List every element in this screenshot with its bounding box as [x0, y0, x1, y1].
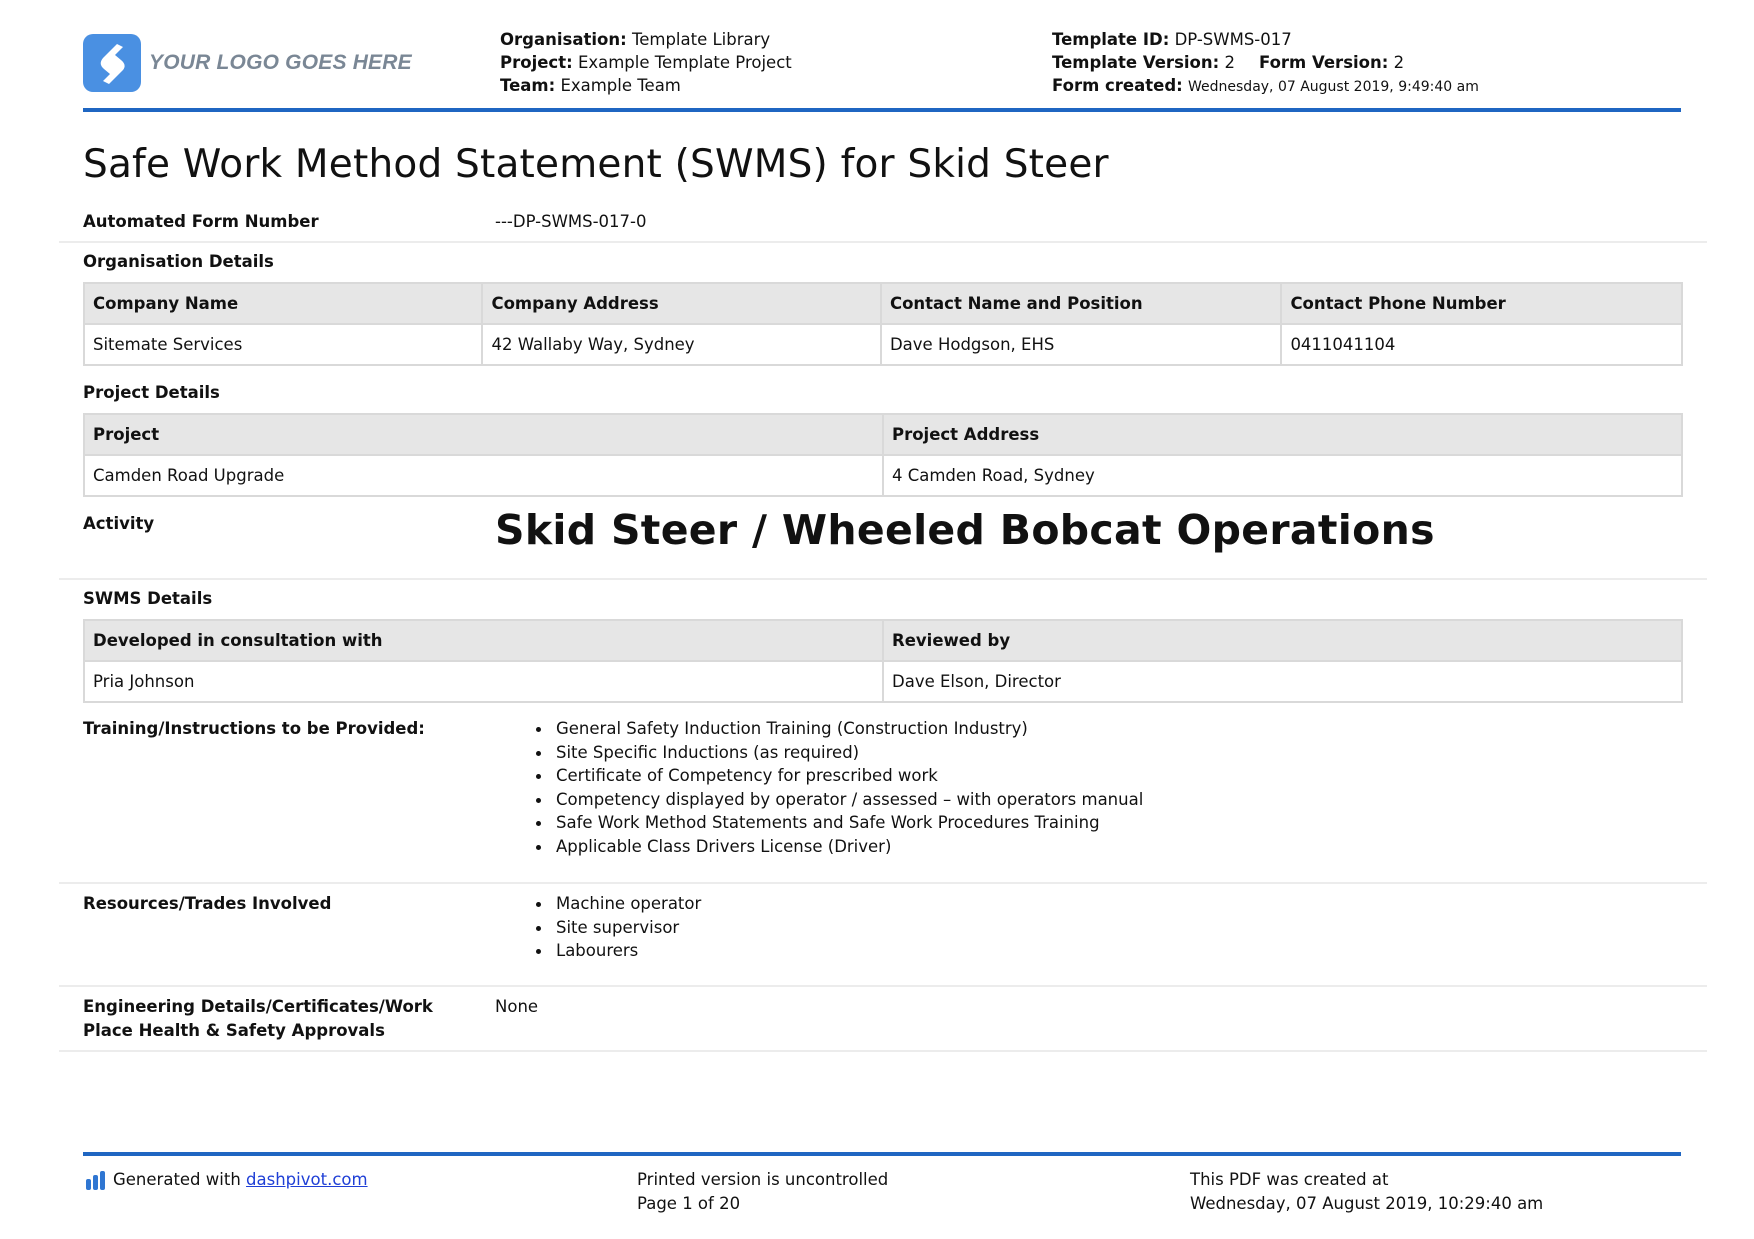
- form-created-line: [1052, 74, 1479, 99]
- divider: [59, 985, 1707, 987]
- column-header: Project: [84, 414, 883, 455]
- footer-pdf-created: [1190, 1168, 1543, 1216]
- company-logo: [83, 34, 412, 92]
- team-value: Example Team: [560, 76, 681, 95]
- form-version-label: Form Version:: [1258, 53, 1389, 72]
- table-row: [84, 324, 1682, 365]
- footer-print-info: [637, 1168, 888, 1216]
- company-address-cell: 42 Wallaby Way, Sydney: [482, 324, 880, 365]
- pdf-created-value: Wednesday, 07 August 2019, 10:29:40 am: [1190, 1194, 1544, 1213]
- logo-text: YOUR LOGO GOES HERE: [149, 51, 412, 74]
- table-header-row: [84, 620, 1682, 661]
- organisation-value: Template Library: [631, 30, 771, 49]
- list-item: Safe Work Method Statements and Safe Work Procedures Training: [556, 811, 1143, 835]
- table-header-row: [84, 283, 1682, 324]
- column-header: Contact Phone Number: [1281, 283, 1682, 324]
- divider: [59, 578, 1707, 580]
- version-line: [1052, 51, 1479, 74]
- form-version-value: 2: [1393, 53, 1405, 72]
- resources-label: Resources/Trades Involved: [83, 894, 332, 913]
- list-item: Machine operator: [556, 892, 701, 916]
- form-created-label: Form created:: [1052, 76, 1183, 95]
- training-label: Training/Instructions to be Provided:: [83, 719, 425, 738]
- table-header-row: [84, 414, 1682, 455]
- list-item: General Safety Induction Training (Construction Industry): [556, 717, 1143, 741]
- column-header: Developed in consultation with: [84, 620, 883, 661]
- list-item: Site Specific Inductions (as required): [556, 741, 1143, 765]
- header-template-meta: [1052, 28, 1479, 99]
- list-item: Competency displayed by operator / assessed – with operators manual: [556, 788, 1143, 812]
- list-item: Applicable Class Drivers License (Driver): [556, 835, 1143, 859]
- page-title: Safe Work Method Statement (SWMS) for Skid Steer: [83, 142, 1109, 187]
- resources-list: [556, 892, 701, 963]
- swms-details-table: [83, 619, 1683, 703]
- template-id-line: [1052, 28, 1479, 51]
- table-row: [84, 661, 1682, 702]
- swms-details-heading: SWMS Details: [83, 589, 213, 608]
- team-label: Team:: [500, 76, 556, 95]
- column-header: Company Address: [482, 283, 880, 324]
- organisation-line: [500, 28, 792, 51]
- header-org-meta: [500, 28, 792, 97]
- organisation-label: Organisation:: [500, 30, 627, 49]
- contact-phone-cell: 0411041104: [1281, 324, 1682, 365]
- generated-prefix: Generated with: [113, 1170, 241, 1189]
- form-created-value: Wednesday, 07 August 2019, 9:49:40 am: [1188, 79, 1479, 95]
- dashpivot-link[interactable]: dashpivot.com: [246, 1170, 368, 1189]
- consultation-cell: Pria Johnson: [84, 661, 883, 702]
- template-version-label: Template Version:: [1052, 53, 1220, 72]
- page-header: [83, 28, 1681, 112]
- reviewed-by-cell: Dave Elson, Director: [883, 661, 1682, 702]
- pdf-created-label: This PDF was created at: [1190, 1170, 1389, 1189]
- divider: [59, 882, 1707, 884]
- company-name-cell: Sitemate Services: [84, 324, 482, 365]
- activity-value: Skid Steer / Wheeled Bobcat Operations: [495, 506, 1435, 554]
- project-line: [500, 51, 792, 74]
- template-version-value: 2: [1224, 53, 1235, 72]
- organisation-details-heading: Organisation Details: [83, 252, 274, 271]
- project-details-table: [83, 413, 1683, 497]
- team-line: [500, 74, 792, 97]
- list-item: Labourers: [556, 939, 701, 963]
- project-details-heading: Project Details: [83, 383, 220, 402]
- divider: [59, 1050, 1707, 1052]
- project-address-cell: 4 Camden Road, Sydney: [883, 455, 1682, 496]
- form-number-label: Automated Form Number: [83, 212, 319, 231]
- printed-note: Printed version is uncontrolled: [637, 1170, 889, 1189]
- project-label: Project:: [500, 53, 573, 72]
- divider: [59, 241, 1707, 243]
- template-id-label: Template ID:: [1052, 30, 1170, 49]
- contact-name-cell: Dave Hodgson, EHS: [881, 324, 1281, 365]
- engineering-value: None: [495, 997, 539, 1016]
- footer-divider: [83, 1152, 1681, 1156]
- list-item: Site supervisor: [556, 916, 701, 940]
- footer-generated: [86, 1168, 368, 1192]
- table-row: [84, 455, 1682, 496]
- template-id-value: DP-SWMS-017: [1174, 30, 1292, 49]
- list-item: Certificate of Competency for prescribed work: [556, 764, 1143, 788]
- organisation-details-table: [83, 282, 1683, 366]
- activity-label: Activity: [83, 514, 155, 533]
- project-cell: Camden Road Upgrade: [84, 455, 883, 496]
- column-header: Company Name: [84, 283, 482, 324]
- dashpivot-bars-icon: [86, 1171, 105, 1190]
- project-value: Example Template Project: [577, 53, 792, 72]
- engineering-label: [83, 995, 433, 1043]
- engineering-label-line: Place Health & Safety Approvals: [83, 1021, 385, 1040]
- column-header: Contact Name and Position: [881, 283, 1281, 324]
- column-header: Reviewed by: [883, 620, 1682, 661]
- engineering-label-line: Engineering Details/Certificates/Work: [83, 997, 433, 1016]
- page-info: Page 1 of 20: [637, 1194, 741, 1213]
- column-header: Project Address: [883, 414, 1682, 455]
- training-list: [556, 717, 1143, 858]
- logo-mark-icon: [83, 34, 141, 92]
- form-number-value: ---DP-SWMS-017-0: [495, 212, 647, 231]
